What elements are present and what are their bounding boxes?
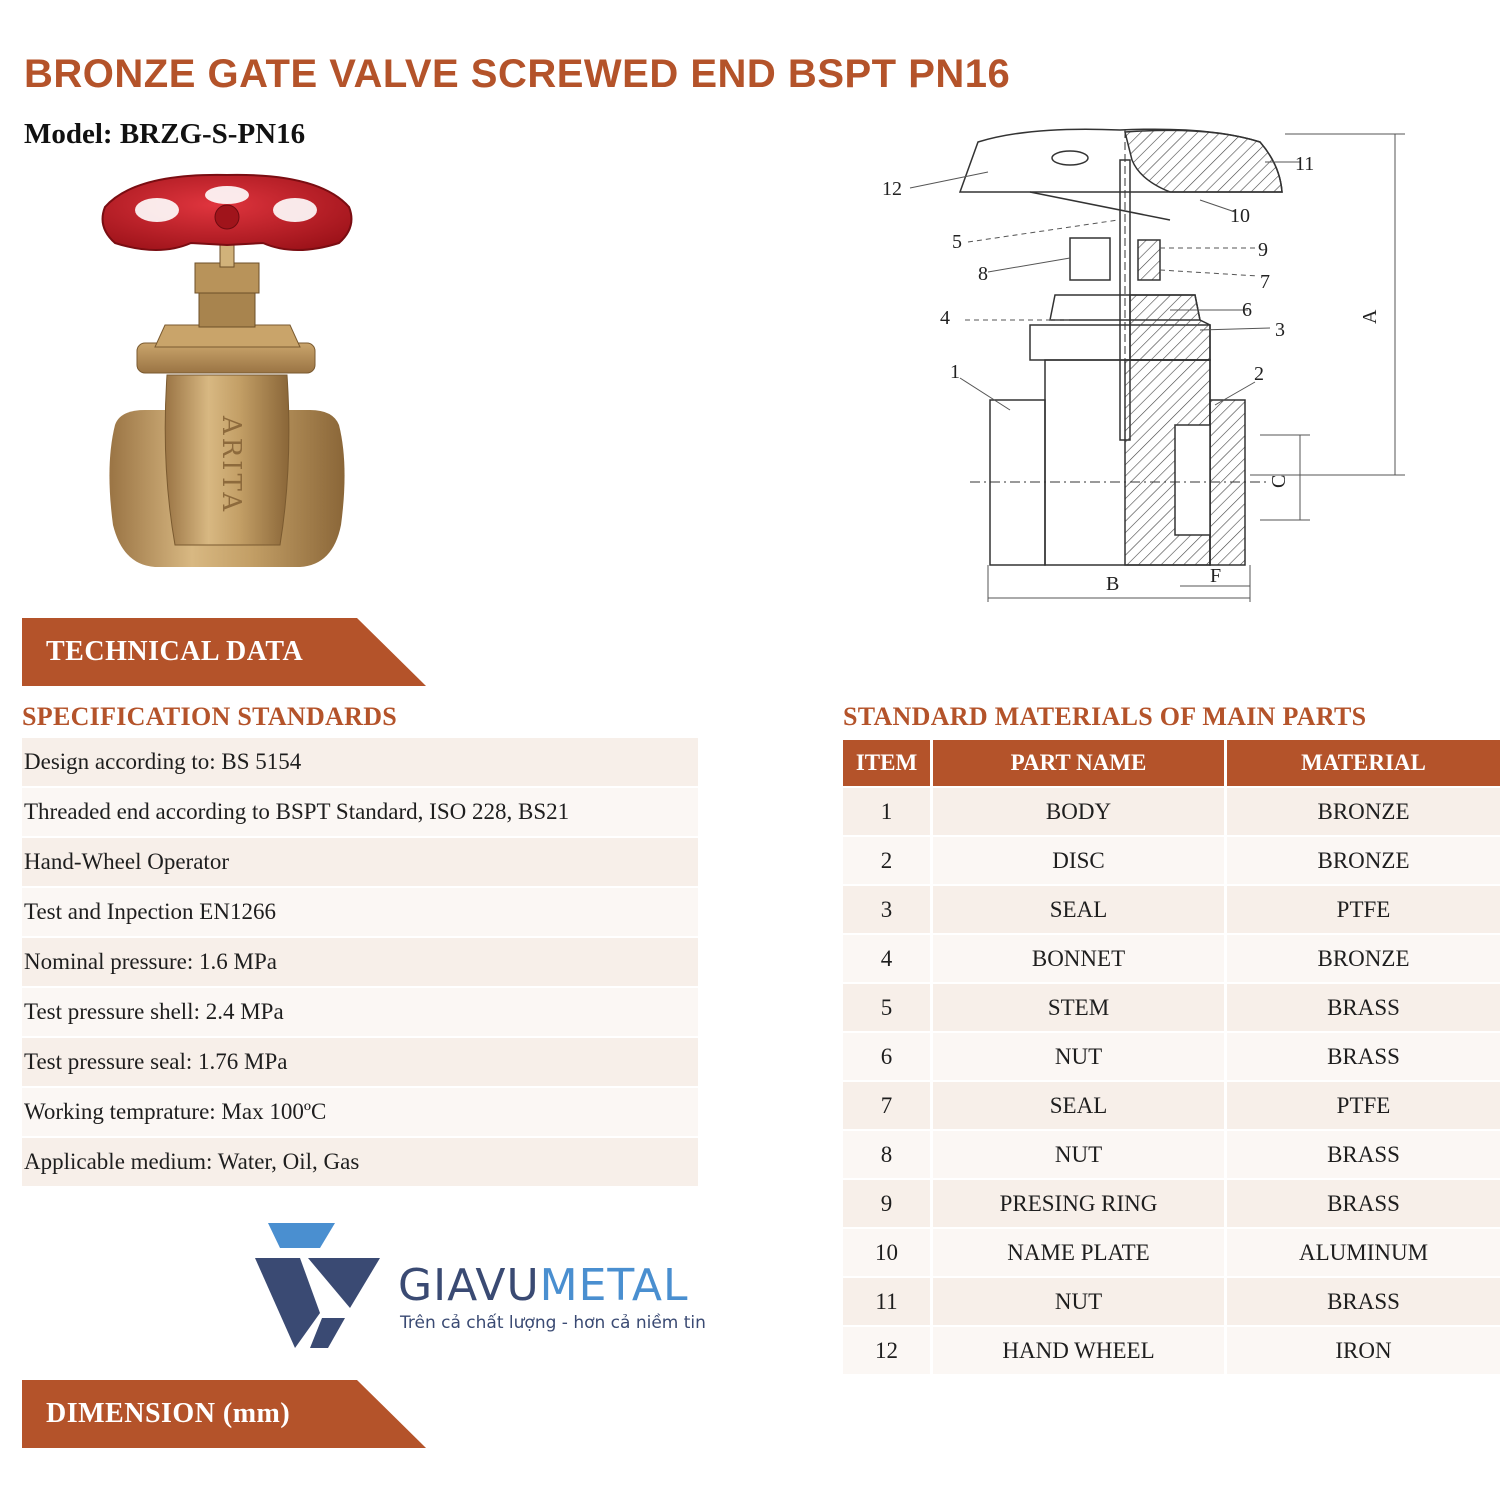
column-header-material: MATERIAL [1227,740,1500,786]
dimension-C: C [1268,474,1290,488]
cell-part-name: PRESING RING [930,1180,1227,1227]
cell-material: BRASS [1227,1180,1500,1227]
table-row [843,935,1500,982]
spec-item: Hand-Wheel Operator [22,838,698,886]
drawing-label-9: 9 [1258,239,1268,261]
table-row [843,984,1500,1031]
cell-item: 12 [843,1327,930,1374]
spec-item: Nominal pressure: 1.6 MPa [22,938,698,986]
valve-drawing [870,120,1430,620]
spec-list [22,738,698,1188]
drawing-label-12: 12 [882,178,902,200]
cell-item: 1 [843,788,930,835]
cell-item: 11 [843,1278,930,1325]
table-row [843,837,1500,884]
technical-data-label: TECHNICAL DATA [46,636,304,667]
materials-table [843,738,1500,1376]
company-logo [250,1218,750,1358]
drawing-label-3: 3 [1275,319,1285,341]
cell-material: BRASS [1227,984,1500,1031]
model-number: Model: BRZG-S-PN16 [24,118,306,150]
spec-item: Threaded end according to BSPT Standard, ISO 228, BS21 [22,788,698,836]
dimension-F: F [1210,565,1222,587]
page-title: BRONZE GATE VALVE SCREWED END BSPT PN16 [24,52,1011,96]
valve-photo [95,165,360,575]
cell-part-name: NUT [930,1278,1227,1325]
spec-item: Working temprature: Max 100ºC [22,1088,698,1136]
cell-part-name: SEAL [930,1082,1227,1129]
dimension-label: DIMENSION (mm) [46,1398,291,1429]
cell-item: 6 [843,1033,930,1080]
cell-item: 2 [843,837,930,884]
table-row [843,1278,1500,1325]
dimension-A: A [1359,309,1381,324]
casting-mark: ARITA [216,415,246,515]
cell-item: 10 [843,1229,930,1276]
cell-part-name: HAND WHEEL [930,1327,1227,1374]
cell-part-name: STEM [930,984,1227,1031]
drawing-label-6: 6 [1242,299,1252,321]
cell-item: 5 [843,984,930,1031]
cell-item: 8 [843,1131,930,1178]
logo-name: GIAVUMETAL [398,1260,689,1311]
cell-material: PTFE [1227,886,1500,933]
cell-material: BRASS [1227,1278,1500,1325]
dimension-banner [22,1380,426,1450]
spec-standards-heading: SPECIFICATION STANDARDS [22,702,398,731]
cell-item: 4 [843,935,930,982]
cell-part-name: DISC [930,837,1227,884]
table-row [843,1327,1500,1374]
table-row [843,788,1500,835]
spec-item: Test pressure shell: 2.4 MPa [22,988,698,1036]
dimension-B: B [1106,573,1120,595]
spec-item: Test and Inpection EN1266 [22,888,698,936]
cell-material: BRONZE [1227,935,1500,982]
technical-data-banner [22,618,426,688]
cell-material: BRONZE [1227,788,1500,835]
cell-item: 7 [843,1082,930,1129]
table-row [843,1229,1500,1276]
drawing-label-2: 2 [1254,363,1264,385]
drawing-label-10: 10 [1230,205,1250,227]
spec-item: Applicable medium: Water, Oil, Gas [22,1138,698,1186]
drawing-label-4: 4 [940,307,950,329]
cell-material: BRASS [1227,1131,1500,1178]
spec-item: Test pressure seal: 1.76 MPa [22,1038,698,1086]
materials-heading: STANDARD MATERIALS OF MAIN PARTS [843,702,1367,731]
table-row [843,1033,1500,1080]
drawing-label-7: 7 [1260,271,1270,293]
cell-part-name: BONNET [930,935,1227,982]
drawing-label-1: 1 [950,361,960,383]
drawing-label-11: 11 [1295,153,1315,175]
column-header-item: ITEM [843,740,930,786]
table-row [843,1180,1500,1227]
cell-item: 3 [843,886,930,933]
cell-part-name: BODY [930,788,1227,835]
cell-material: PTFE [1227,1082,1500,1129]
cell-part-name: NAME PLATE [930,1229,1227,1276]
table-row [843,1082,1500,1129]
drawing-label-5: 5 [952,231,962,253]
table-row [843,886,1500,933]
table-header-row [843,740,1500,786]
cell-part-name: SEAL [930,886,1227,933]
cell-item: 9 [843,1180,930,1227]
drawing-label-8: 8 [978,263,988,285]
logo-mark-icon [250,1218,385,1353]
cell-material: IRON [1227,1327,1500,1374]
cell-material: ALUMINUM [1227,1229,1500,1276]
cell-material: BRASS [1227,1033,1500,1080]
cell-part-name: NUT [930,1033,1227,1080]
cell-material: BRONZE [1227,837,1500,884]
cell-part-name: NUT [930,1131,1227,1178]
column-header-part-name: PART NAME [930,740,1227,786]
table-row [843,1131,1500,1178]
logo-tagline: Trên cả chất lượng - hơn cả niềm tin [400,1313,706,1333]
spec-item: Design according to: BS 5154 [22,738,698,786]
